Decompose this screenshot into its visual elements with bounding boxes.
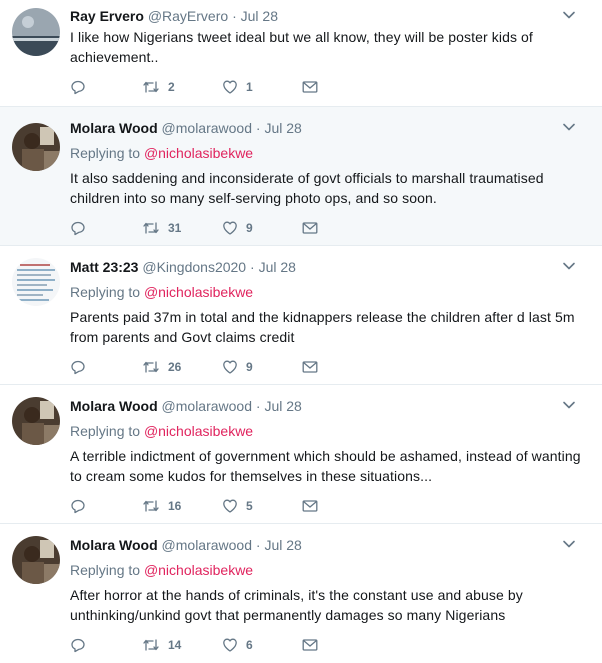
reply-button[interactable] xyxy=(70,79,142,95)
replying-to-label: Replying to xyxy=(70,145,141,161)
retweet-icon xyxy=(142,637,160,653)
tweet-timestamp[interactable]: Jul 28 xyxy=(264,398,302,414)
direct-message-button[interactable] xyxy=(302,499,318,513)
retweet-count: 16 xyxy=(168,499,182,513)
tweet-actions xyxy=(70,357,590,377)
separator-dot: · xyxy=(255,398,261,414)
tweet-actions xyxy=(70,635,590,655)
direct-message-button[interactable] xyxy=(302,360,318,374)
tweet[interactable] xyxy=(0,246,602,385)
tweet-actions xyxy=(70,218,590,238)
retweet-icon xyxy=(142,498,160,514)
separator-dot: · xyxy=(255,537,261,553)
retweet-button[interactable] xyxy=(142,359,222,375)
tweet-timestamp[interactable]: Jul 28 xyxy=(264,120,302,136)
reply-button[interactable] xyxy=(70,359,142,375)
chevron-down-icon[interactable] xyxy=(562,8,576,22)
mention-link[interactable]: @nicholasibekwe xyxy=(143,284,254,300)
like-button[interactable] xyxy=(222,79,302,95)
separator-dot: · xyxy=(250,259,255,275)
retweet-button[interactable] xyxy=(142,498,222,514)
retweet-count: 26 xyxy=(168,360,182,374)
like-button[interactable] xyxy=(222,637,302,653)
replying-to-label: Replying to xyxy=(70,284,141,300)
like-count: 5 xyxy=(246,499,253,513)
envelope-icon xyxy=(302,638,318,652)
like-button[interactable] xyxy=(222,220,302,236)
tweet[interactable] xyxy=(0,524,602,663)
author-handle[interactable]: @molarawood xyxy=(161,398,253,414)
tweet[interactable] xyxy=(0,0,602,107)
envelope-icon xyxy=(302,499,318,513)
separator-dot: · xyxy=(255,120,261,136)
author-name[interactable]: Ray Ervero xyxy=(70,8,144,24)
retweet-icon xyxy=(142,220,160,236)
envelope-icon xyxy=(302,221,318,235)
reply-icon xyxy=(70,79,86,95)
direct-message-button[interactable] xyxy=(302,80,318,94)
avatar[interactable] xyxy=(12,536,60,584)
tweet-text: I like how Nigerians tweet ideal but we all know, they will be poster kids of achievement.. xyxy=(70,29,533,65)
tweet-actions xyxy=(70,77,590,97)
reply-button[interactable] xyxy=(70,637,142,653)
chevron-down-icon[interactable] xyxy=(562,120,576,134)
retweet-count: 14 xyxy=(168,638,182,652)
envelope-icon xyxy=(302,80,318,94)
mention-link[interactable]: @nicholasibekwe xyxy=(143,423,254,439)
reply-icon xyxy=(70,220,86,236)
direct-message-button[interactable] xyxy=(302,638,318,652)
retweet-button[interactable] xyxy=(142,637,222,653)
author-name[interactable]: Molara Wood xyxy=(70,537,158,553)
author-name[interactable]: Matt 23:23 xyxy=(70,259,139,275)
avatar[interactable] xyxy=(12,8,60,56)
like-button[interactable] xyxy=(222,359,302,375)
heart-icon xyxy=(222,498,238,514)
avatar[interactable] xyxy=(12,258,60,306)
mention-link[interactable]: @nicholasibekwe xyxy=(143,145,254,161)
direct-message-button[interactable] xyxy=(302,221,318,235)
avatar[interactable] xyxy=(12,123,60,171)
heart-icon xyxy=(222,637,238,653)
chevron-down-icon[interactable] xyxy=(562,398,576,412)
mention-link[interactable]: @nicholasibekwe xyxy=(143,562,254,578)
reply-button[interactable] xyxy=(70,220,142,236)
tweet-header xyxy=(70,114,590,137)
replying-to-label: Replying to xyxy=(70,562,141,578)
like-button[interactable] xyxy=(222,498,302,514)
tweet-timestamp[interactable]: Jul 28 xyxy=(258,259,296,275)
tweet[interactable] xyxy=(0,107,602,246)
chevron-down-icon[interactable] xyxy=(562,259,576,273)
retweet-button[interactable] xyxy=(142,220,222,236)
like-count: 6 xyxy=(246,638,253,652)
like-count: 9 xyxy=(246,360,253,374)
like-count: 9 xyxy=(246,221,253,235)
tweet-header xyxy=(70,531,590,554)
retweet-button[interactable] xyxy=(142,79,222,95)
tweet-text: A terrible indictment of government which should be ashamed, instead of wanting to cream some kudos for themselves in these situations... xyxy=(70,448,581,484)
reply-button[interactable] xyxy=(70,498,142,514)
tweet-timestamp[interactable]: Jul 28 xyxy=(264,537,302,553)
reply-icon xyxy=(70,498,86,514)
tweet-text: Parents paid 37m in total and the kidnappers release the children after d last 5m from parents and Govt claims credit xyxy=(70,309,575,345)
replying-to xyxy=(70,422,590,440)
retweet-icon xyxy=(142,79,160,95)
replying-to xyxy=(70,144,590,162)
author-handle[interactable]: @RayErvero xyxy=(147,8,229,24)
author-handle[interactable]: @Kingdons2020 xyxy=(142,259,247,275)
like-count: 1 xyxy=(246,80,253,94)
heart-icon xyxy=(222,79,238,95)
reply-icon xyxy=(70,637,86,653)
tweet-timestamp[interactable]: Jul 28 xyxy=(240,8,278,24)
retweet-count: 31 xyxy=(168,221,182,235)
envelope-icon xyxy=(302,360,318,374)
replying-to xyxy=(70,283,590,301)
heart-icon xyxy=(222,220,238,236)
chevron-down-icon[interactable] xyxy=(562,537,576,551)
tweet-text: After horror at the hands of criminals, it's the constant use and abuse by unthinking/unkind govt that permanently damages so many Nigerians xyxy=(70,587,523,623)
reply-icon xyxy=(70,359,86,375)
author-handle[interactable]: @molarawood xyxy=(161,537,253,553)
separator-dot: · xyxy=(232,8,237,24)
avatar[interactable] xyxy=(12,397,60,445)
author-name[interactable]: Molara Wood xyxy=(70,398,158,414)
replying-to-label: Replying to xyxy=(70,423,141,439)
tweet-actions xyxy=(70,496,590,516)
tweet-header xyxy=(70,7,590,25)
retweet-icon xyxy=(142,359,160,375)
tweet-text: It also saddening and inconsiderate of govt officials to marshall traumatised children into so many self-serving photo ops, and so soon. xyxy=(70,170,544,206)
author-handle[interactable]: @molarawood xyxy=(161,120,253,136)
tweet[interactable] xyxy=(0,385,602,524)
tweet-header xyxy=(70,392,590,415)
tweet-header xyxy=(70,253,590,276)
replying-to xyxy=(70,561,590,579)
heart-icon xyxy=(222,359,238,375)
retweet-count: 2 xyxy=(168,80,175,94)
author-name[interactable]: Molara Wood xyxy=(70,120,158,136)
